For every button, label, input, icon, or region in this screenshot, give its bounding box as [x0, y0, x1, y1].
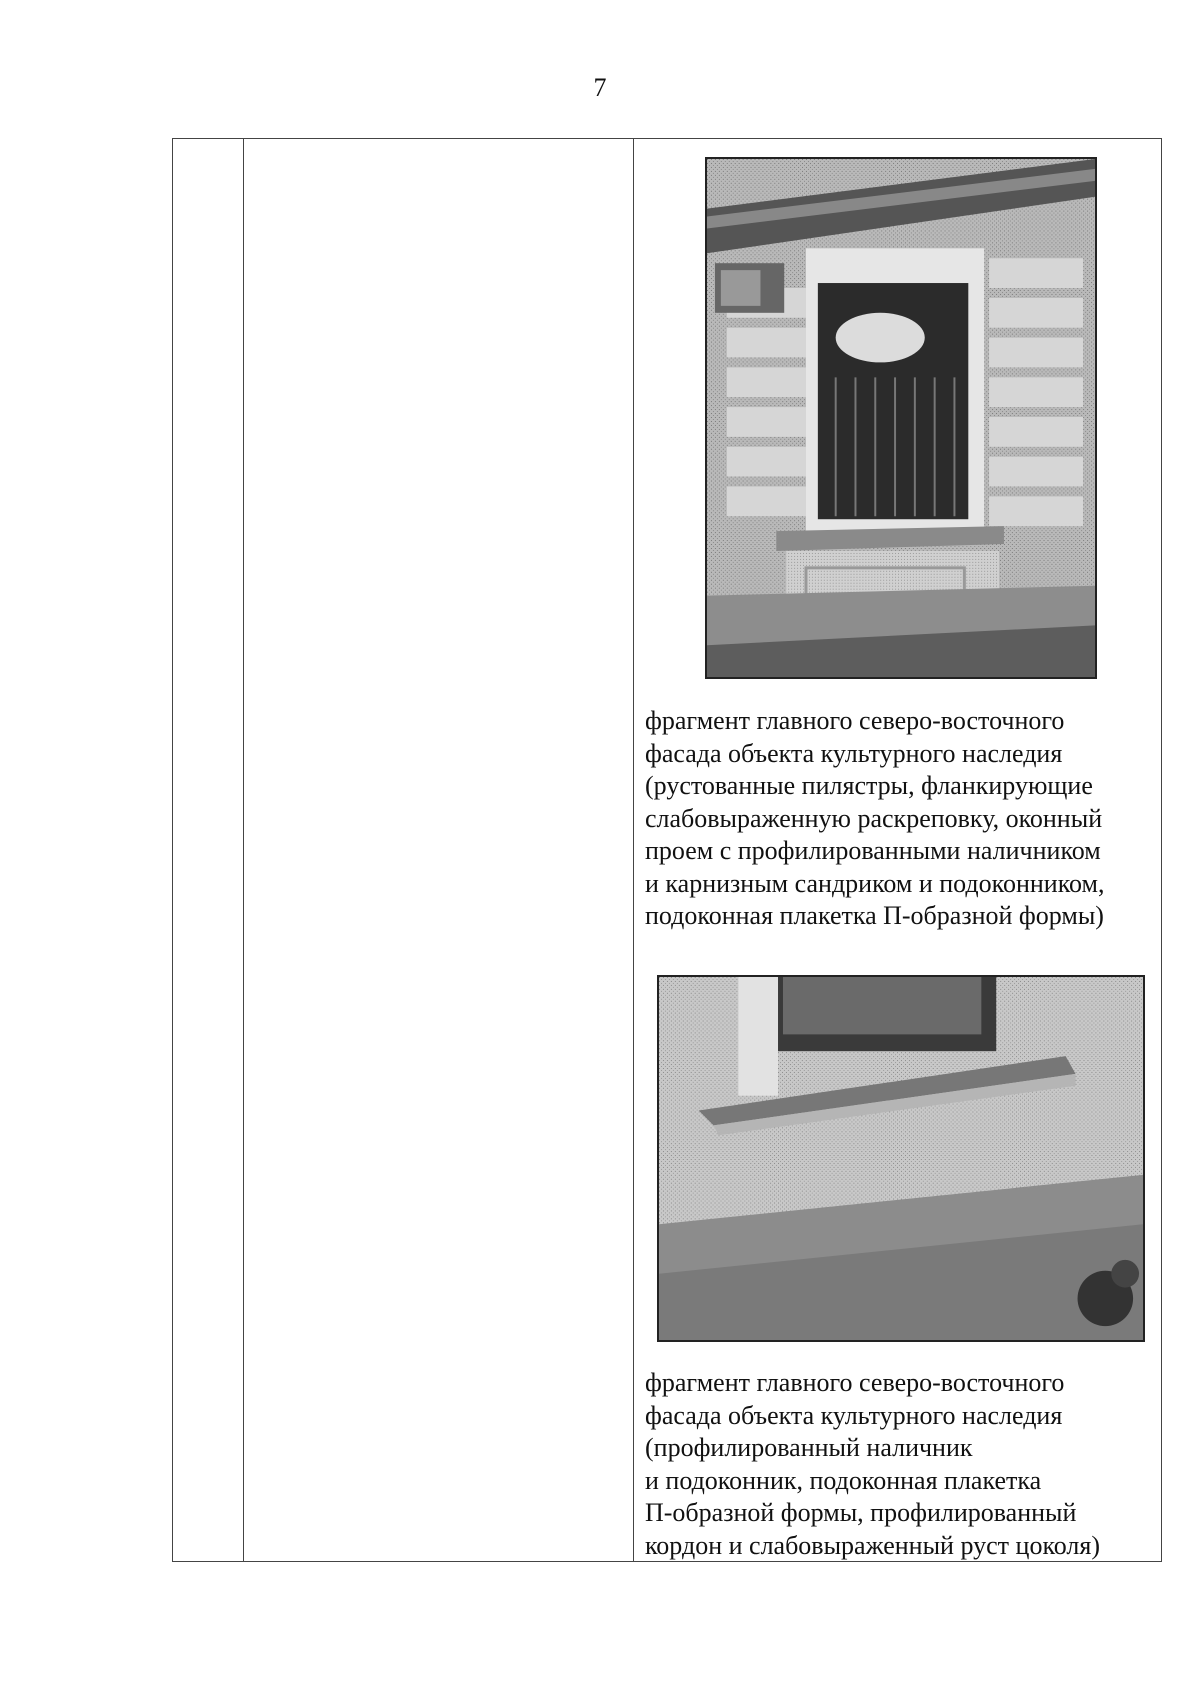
caption-line: (профилированный наличник — [645, 1433, 973, 1462]
object-elements-table — [172, 138, 1162, 1562]
caption-line: фрагмент главного северо-восточного — [645, 1368, 1065, 1397]
caption-line: П-образной формы, профилированный — [645, 1498, 1077, 1527]
caption-line: подоконная плакетка П-образной формы) — [645, 901, 1104, 930]
caption-line: фасада объекта культурного наследия — [645, 738, 1063, 768]
caption-line: кордон и слабовыраженный руст цоколя) — [645, 1530, 1100, 1560]
caption-line: и карнизным сандриком и подоконником, — [645, 868, 1105, 898]
windowsill-plinth-photo — [657, 975, 1145, 1342]
caption-line: проем с профилированными наличником — [645, 836, 1101, 865]
table-cell-photos — [635, 139, 1161, 1561]
caption-line: фрагмент главного северо-восточного — [645, 706, 1065, 735]
photo-caption — [645, 1367, 1157, 1562]
page-number: 7 — [593, 73, 607, 102]
caption-line: и подоконник, подоконная плакетка — [645, 1465, 1042, 1495]
caption-line: фасада объекта культурного наследия — [645, 1400, 1063, 1430]
column-divider — [633, 139, 634, 1561]
caption-line: слабовыраженную раскреповку, оконный — [645, 803, 1103, 833]
caption-line: (рустованные пилястры, фланкирующие — [645, 771, 1093, 800]
table-cell-number — [173, 139, 243, 1561]
photo-caption — [645, 705, 1157, 933]
facade-window-photo — [705, 157, 1097, 679]
table-cell-description — [244, 139, 633, 1561]
